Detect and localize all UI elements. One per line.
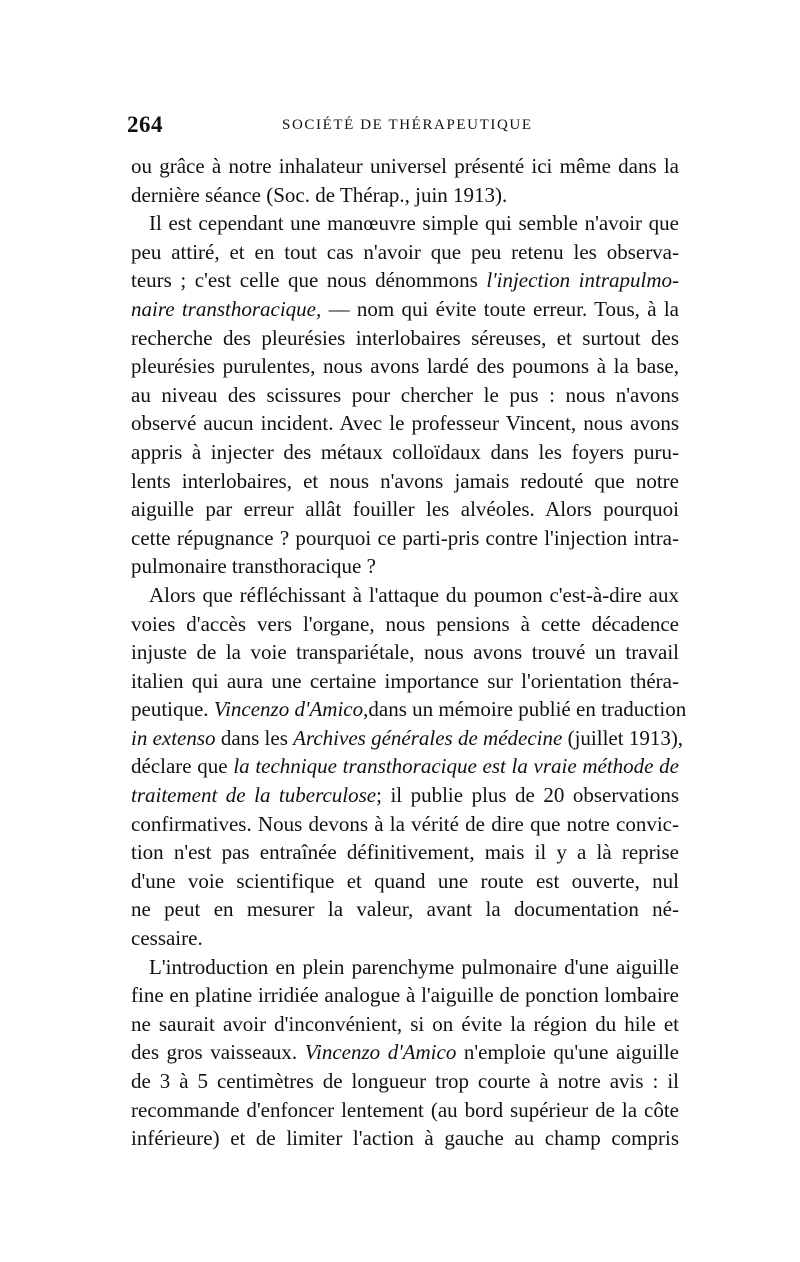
- text-line: cessaire.: [131, 926, 203, 951]
- body-text: [131, 152, 687, 1153]
- text-line: italien qui aura une certaine importance sur l'orientation théra-: [131, 668, 679, 693]
- text-line: [131, 266, 679, 295]
- text-line: observé aucun incident. Avec le professeur Vincent, nous avons: [131, 411, 679, 436]
- text-line: pleurésies purulentes, nous avons lardé des poumons à la base,: [131, 354, 679, 379]
- text-line: au niveau des scissures pour chercher le pus : nous n'avons: [131, 382, 679, 407]
- text-fragment: peutique.: [131, 697, 209, 722]
- italic-journal: Archives générales de médecine: [293, 725, 563, 750]
- text-line: pulmonaire transthoracique ?: [131, 554, 376, 579]
- text-line: Il est cependant une manœuvre simple qui semble n'avoir que: [149, 211, 679, 236]
- running-head: [127, 112, 672, 142]
- text-line: [131, 752, 679, 781]
- text-fragment: dans les: [215, 725, 294, 750]
- italic-term: in extenso: [131, 725, 216, 750]
- italic-quote: la technique transthoracique est la vraie méthode de: [233, 754, 680, 779]
- text-fragment: n'emploie qu'une aiguille: [463, 1040, 680, 1065]
- text-line: appris à injecter des métaux colloïdaux dans les foyers puru-: [131, 439, 679, 464]
- text-line: recherche des pleurésies interlobaires séreuses, et surtout des: [131, 325, 679, 350]
- text-line: fine en platine irridiée analogue à l'aiguille de ponction lombaire: [131, 983, 679, 1008]
- text-line: cette répugnance ? pourquoi ce parti-pris contre l'injection intra-: [131, 525, 679, 550]
- text-line: dernière séance (Soc. de Thérap., juin 1913).: [131, 182, 508, 207]
- text-line: lents interlobaires, et nous n'avons jamais redouté que notre: [131, 468, 679, 493]
- text-line: ou grâce à notre inhalateur universel présenté ici même dans la: [131, 154, 679, 178]
- text-line: injuste de la voie transpariétale, nous avons trouvé un travail: [131, 640, 679, 665]
- text-line: [131, 295, 679, 324]
- text-line: aiguille par erreur allât fouiller les alvéoles. Alors pourquoi: [131, 497, 679, 522]
- text-line: peu attiré, et en tout cas n'avoir que peu retenu les observa-: [131, 239, 679, 264]
- text-fragment: teurs ; c'est celle que nous dénommons: [131, 268, 478, 293]
- italic-author: Vincenzo d'Amico: [304, 1040, 457, 1065]
- text-fragment: — nom qui évite toute erreur. Tous, à la: [321, 296, 679, 321]
- text-line: Alors que réfléchissant à l'attaque du poumon c'est-à-dire aux: [149, 582, 679, 607]
- italic-quote: traitement de la tuberculose: [131, 783, 377, 808]
- text-line: de 3 à 5 centimètres de longueur trop courte à notre avis : il: [131, 1069, 679, 1093]
- page-number: 264: [127, 112, 163, 137]
- text-fragment: des gros vaisseaux.: [131, 1040, 298, 1065]
- text-line: [131, 695, 687, 724]
- text-line: d'une voie scientifique et quand une route est ouverte, nul: [131, 868, 679, 893]
- text-fragment: (juillet 1913),: [567, 725, 684, 750]
- italic-term: naire transthoracique,: [131, 296, 322, 321]
- text-line: L'introduction en plein parenchyme pulmonaire d'une aiguille: [149, 954, 679, 979]
- text-line: [131, 1038, 679, 1067]
- text-line: confirmatives. Nous devons à la vérité de dire que notre convic-: [131, 811, 679, 836]
- italic-term: l'injection intrapulmo-: [486, 268, 680, 293]
- text-fragment: ; il publie plus de 20 observations: [376, 783, 679, 808]
- text-line: recommande d'enfoncer lentement (au bord supérieur de la côte: [131, 1097, 679, 1122]
- text-fragment: dans un mémoire publié en traduction: [368, 697, 687, 722]
- text-line: [131, 781, 679, 810]
- text-line: inférieure) et de limiter l'action à gauche au champ compris: [131, 1126, 679, 1151]
- text-fragment: déclare que: [131, 754, 228, 779]
- text-line: [131, 724, 684, 753]
- text-line: ne peut en mesurer la valeur, avant la documentation né-: [131, 897, 679, 922]
- text-line: ne saurait avoir d'inconvénient, si on évite la région du hile et: [131, 1011, 679, 1036]
- text-line: tion n'est pas entraînée définitivement, mais il y a là reprise: [131, 840, 679, 865]
- text-line: voies d'accès vers l'organe, nous pensions à cette décadence: [131, 611, 679, 636]
- running-title: SOCIÉTÉ DE THÉRAPEUTIQUE: [282, 117, 533, 133]
- italic-author: Vincenzo d'Amico,: [213, 697, 369, 722]
